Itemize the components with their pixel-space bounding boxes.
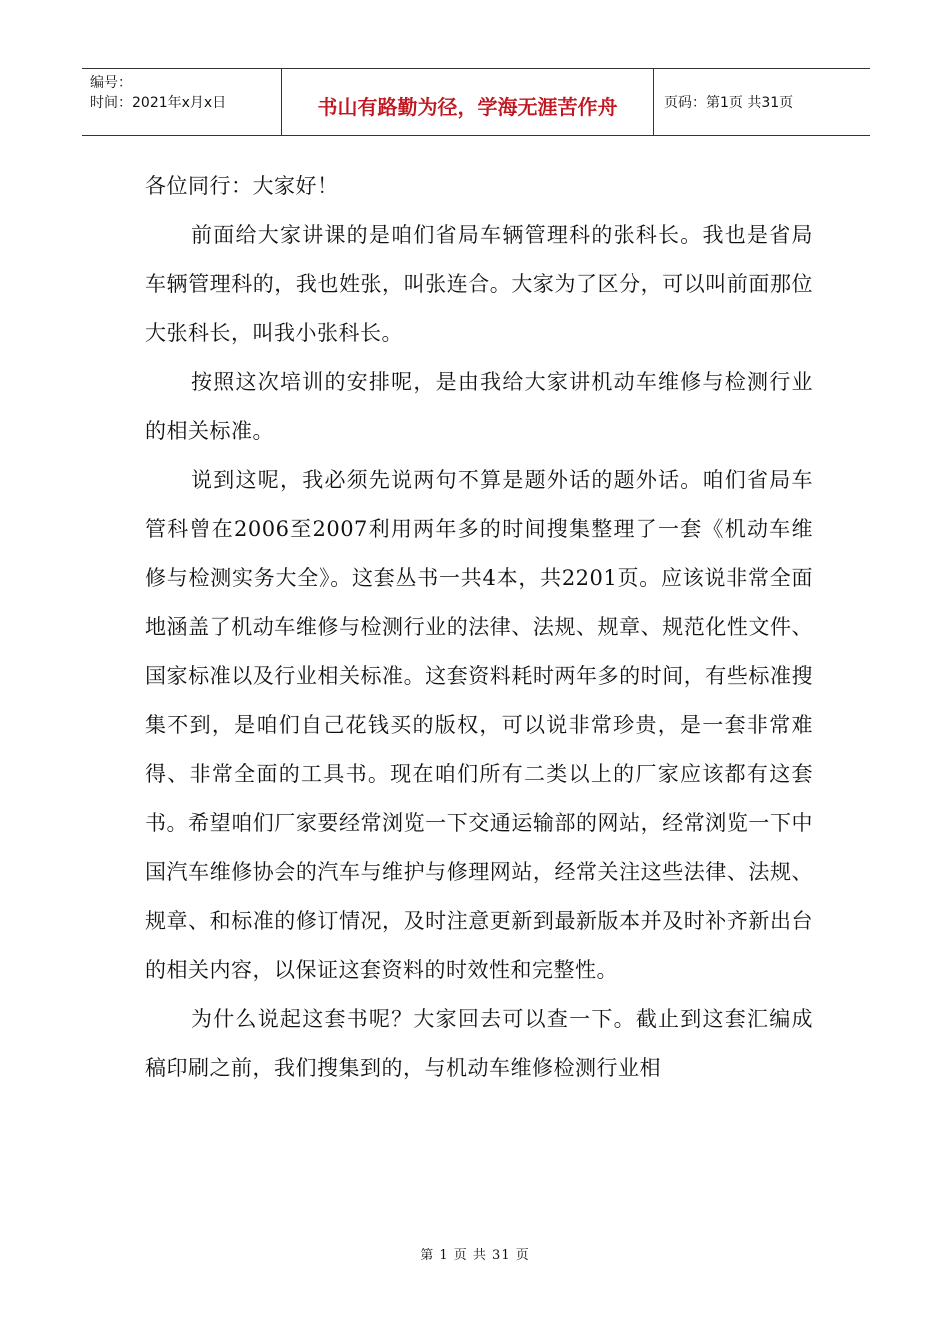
- document-body: [145, 162, 813, 1093]
- paragraph-arrangement: 按照这次培训的安排呢，是由我给大家讲机动车维修与检测行业的相关标准。: [145, 370, 813, 443]
- paragraph-why: 为什么说起这套书呢？大家回去可以查一下。截止到这套汇编成稿印刷之前，我们搜集到的，与机动车维修检测行业相: [145, 1007, 813, 1080]
- date-label: 时间：2021年x月x日: [90, 95, 227, 111]
- footer-page-number: 第 1 页 共 31 页: [420, 1248, 530, 1263]
- paragraph-intro: 前面给大家讲课的是咱们省局车辆管理科的张科长。我也是省局车辆管理科的，我也姓张，叫张连合。大家为了区分，可以叫前面那位大张科长，叫我小张科长。: [145, 223, 813, 345]
- motto-text: 书山有路勤为径，学海无涯苦作舟: [317, 94, 618, 119]
- greeting-line: 各位同行：大家好！: [145, 174, 339, 198]
- header-meta: [82, 69, 282, 135]
- header-motto: [282, 69, 654, 135]
- paragraph-book-collection: 说到这呢，我必须先说两句不算是题外话的题外话。咱们省局车管科曾在2006至2007利用两年多的时间搜集整理了一套《机动车维修与检测实务大全》。这套丛书一共4本，共2201页。应该说非常全面地涵盖了机动车维修与检测行业的法律、法规、规章、规范化性文件、国家标准以及行业相关标准。这套资料耗时两年多的时间，有些标准搜集不到，是咱们自己花钱买的版权，可以说非常珍贵，是一套非常难得、非常全面的工具书。现在咱们所有二类以上的厂家应该都有这套书。希望咱们厂家要经常浏览一下交通运输部的网站，经常浏览一下中国汽车维修协会的汽车与维护与修理网站，经常关注这些法律、法规、规章、和标准的修订情况，及时注意更新到最新版本并及时补齐新出台的相关内容，以保证这套资料的时效性和完整性。: [145, 468, 813, 982]
- page-footer: [0, 1244, 950, 1263]
- serial-number-label: 编号：: [90, 75, 132, 91]
- page-header: [82, 68, 870, 136]
- page-number-label: 页码：第1页 共31页: [664, 95, 794, 111]
- header-page-info: [654, 69, 870, 135]
